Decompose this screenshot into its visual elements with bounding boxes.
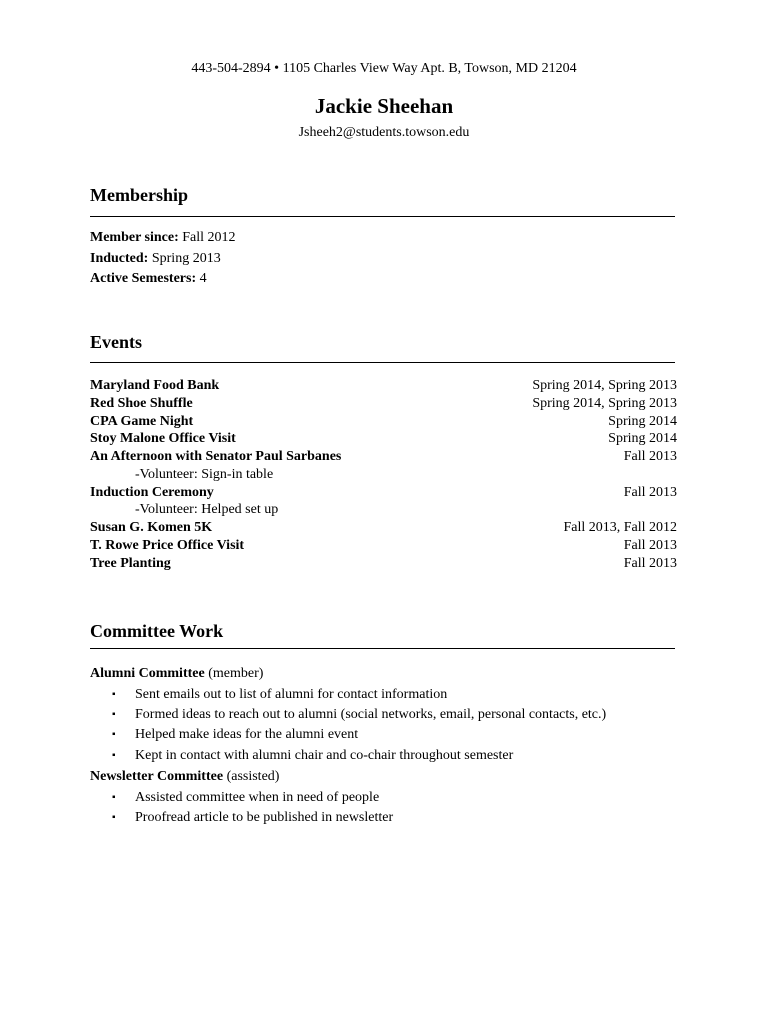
alumni-committee-role: (member) xyxy=(204,666,264,681)
event-date: Fall 2013 xyxy=(623,538,677,553)
event-date: Spring 2014 xyxy=(608,431,677,446)
event-name: Tree Planting xyxy=(90,556,171,571)
event-row xyxy=(90,430,677,448)
square-bullet-icon: ▪ xyxy=(112,729,116,740)
event-row xyxy=(90,519,677,537)
event-name: Red Shoe Shuffle xyxy=(90,396,193,411)
event-row xyxy=(90,537,677,555)
square-bullet-icon: ▪ xyxy=(112,812,116,823)
list-item-text: Kept in contact with alumni chair and co-chair throughout semester xyxy=(135,748,514,763)
member-since-value: Fall 2012 xyxy=(178,230,236,245)
list-item-text: Helped make ideas for the alumni event xyxy=(135,727,359,742)
membership-divider xyxy=(90,216,675,217)
committee-heading: Committee Work xyxy=(90,621,224,641)
list-item xyxy=(112,705,672,725)
active-semesters-label: Active Semesters: xyxy=(90,271,197,286)
events-heading: Events xyxy=(90,332,143,352)
newsletter-committee-line xyxy=(90,768,677,786)
event-name: T. Rowe Price Office Visit xyxy=(90,538,245,553)
event-note-row xyxy=(90,501,677,519)
event-date: Fall 2013 xyxy=(623,449,677,464)
inducted-line xyxy=(90,250,677,268)
list-item-text: Sent emails out to list of alumni for contact information xyxy=(135,687,448,702)
event-name: An Afternoon with Senator Paul Sarbanes xyxy=(90,449,342,464)
event-note: -Volunteer: Helped set up xyxy=(135,502,279,517)
event-date: Spring 2014, Spring 2013 xyxy=(532,378,677,393)
list-item xyxy=(112,808,672,828)
square-bullet-icon: ▪ xyxy=(112,689,116,700)
alumni-committee-name: Alumni Committee xyxy=(90,666,205,681)
event-name: Maryland Food Bank xyxy=(90,378,220,393)
event-name: Stoy Malone Office Visit xyxy=(90,431,236,446)
list-item-text: Proofread article to be published in newsletter xyxy=(135,810,394,825)
event-row xyxy=(90,484,677,502)
committee-divider xyxy=(90,648,675,649)
event-note-row xyxy=(90,466,677,484)
membership-heading: Membership xyxy=(90,185,188,205)
event-note: -Volunteer: Sign-in table xyxy=(135,467,274,482)
newsletter-committee-name: Newsletter Committee xyxy=(90,769,224,784)
inducted-label: Inducted: xyxy=(90,251,149,266)
event-name: Induction Ceremony xyxy=(90,485,214,500)
contact-line: 443-504-2894 • 1105 Charles View Way Apt. B, Towson, MD 21204 xyxy=(191,61,577,76)
event-name: Susan G. Komen 5K xyxy=(90,520,213,535)
member-since-line xyxy=(90,229,677,247)
square-bullet-icon: ▪ xyxy=(112,750,116,761)
person-name: Jackie Sheehan xyxy=(314,94,454,118)
event-date: Fall 2013 xyxy=(623,485,677,500)
events-divider xyxy=(90,362,675,363)
list-item xyxy=(112,746,672,766)
square-bullet-icon: ▪ xyxy=(112,792,116,803)
list-item xyxy=(112,788,672,808)
email-address: Jsheeh2@students.towson.edu xyxy=(298,125,470,140)
event-row xyxy=(90,413,677,431)
member-since-label: Member since: xyxy=(90,230,179,245)
event-row xyxy=(90,377,677,395)
newsletter-committee-role: (assisted) xyxy=(223,769,280,784)
inducted-value: Spring 2013 xyxy=(148,251,221,266)
list-item-text: Formed ideas to reach out to alumni (social networks, email, personal contacts, etc.) xyxy=(135,707,607,722)
square-bullet-icon: ▪ xyxy=(112,709,116,720)
list-item xyxy=(112,725,672,745)
event-date: Spring 2014, Spring 2013 xyxy=(532,396,677,411)
event-row xyxy=(90,395,677,413)
list-item xyxy=(112,685,672,705)
event-name: CPA Game Night xyxy=(90,414,194,429)
alumni-committee-line xyxy=(90,665,677,683)
event-date: Fall 2013, Fall 2012 xyxy=(563,520,677,535)
event-date: Fall 2013 xyxy=(623,556,677,571)
event-row xyxy=(90,448,677,466)
event-row xyxy=(90,555,677,573)
active-semesters-line xyxy=(90,270,677,288)
active-semesters-value: 4 xyxy=(196,271,207,286)
list-item-text: Assisted committee when in need of people xyxy=(135,790,380,805)
event-date: Spring 2014 xyxy=(608,414,677,429)
